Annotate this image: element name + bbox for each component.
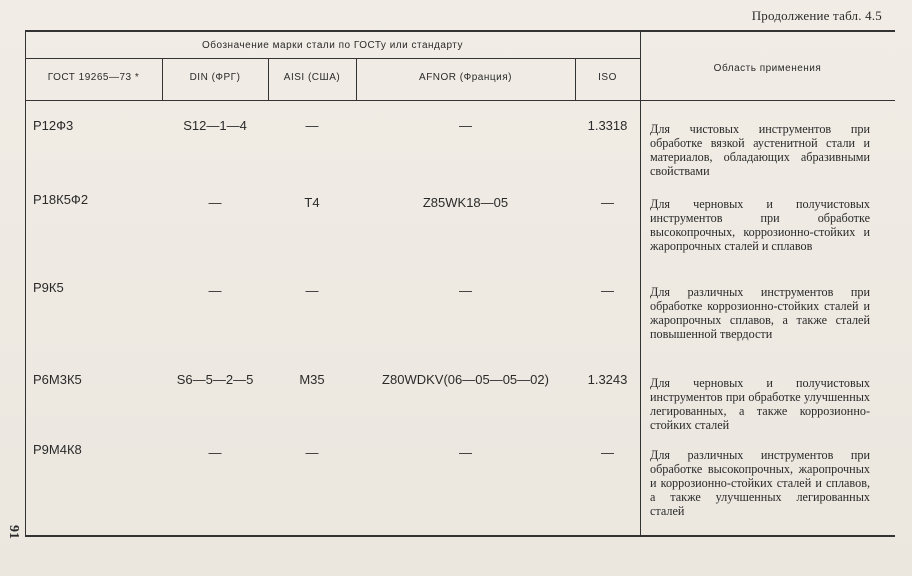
row-2-din: — bbox=[208, 195, 222, 210]
row-1-gost: Р12Ф3 bbox=[33, 118, 74, 133]
row-4-aisi: M35 bbox=[299, 372, 325, 387]
row-2-aisi: T4 bbox=[304, 195, 320, 210]
row-1-din: S12—1—4 bbox=[183, 118, 247, 133]
row-3-gost: Р9К5 bbox=[33, 280, 64, 295]
row-5-iso: — bbox=[601, 445, 614, 460]
row-2-afnor: Z85WK18—05 bbox=[422, 195, 509, 210]
row-2-iso: — bbox=[601, 195, 614, 210]
col-header-application: Область применения bbox=[713, 63, 822, 74]
page-number: 91 bbox=[6, 525, 21, 539]
row-4-afnor: Z80WDKV(06—05—05—02) bbox=[382, 372, 549, 387]
row-5-aisi: — bbox=[305, 445, 319, 460]
row-3-application: Для различных инструментов при обработке коррозионно-стойких сталей и жаропрочных сплавов, а также сталей повышенной твердости bbox=[650, 285, 870, 341]
group-header-divider bbox=[25, 58, 640, 59]
row-2-application: Для черновых и получистовых инструментов при обработке высокопрочных, коррозионно-стойких и жаропрочных сталей и сплавов bbox=[650, 197, 870, 253]
row-3-din: — bbox=[208, 283, 222, 298]
col-header-din: DIN (ФРГ) bbox=[189, 72, 241, 83]
col-header-afnor: AFNOR (Франция) bbox=[419, 72, 512, 83]
col-header-gost: ГОСТ 19265—73 * bbox=[47, 72, 140, 83]
col-header-iso: ISO bbox=[598, 72, 617, 83]
col-header-aisi: AISI (США) bbox=[283, 72, 341, 83]
row-4-iso: 1.3243 bbox=[587, 372, 628, 387]
row-3-aisi: — bbox=[305, 283, 319, 298]
steel-grades-table bbox=[25, 30, 895, 536]
row-1-afnor: — bbox=[459, 118, 472, 133]
table-top-border bbox=[25, 30, 895, 32]
table-left-border bbox=[25, 30, 26, 536]
row-3-afnor: — bbox=[459, 283, 472, 298]
row-1-iso: 1.3318 bbox=[587, 118, 628, 133]
group-title: Обозначение марки стали по ГОСТу или стандарту bbox=[202, 40, 463, 51]
row-4-application: Для черновых и получистовых инструментов при обработке улучшенных легированных, а также коррозионно-стойких сталей bbox=[650, 376, 870, 432]
continuation-label: Продолжение табл. 4.5 bbox=[751, 8, 882, 23]
row-2-gost: Р18К5Ф2 bbox=[33, 192, 89, 207]
row-3-iso: — bbox=[601, 283, 614, 298]
row-5-afnor: — bbox=[459, 445, 472, 460]
row-1-application: Для чистовых инструментов при обработке вязкой аустенитной стали и материалов, обладающих абразивными свойствами bbox=[650, 122, 870, 178]
row-4-gost: Р6М3К5 bbox=[33, 372, 82, 387]
row-4-din: S6—5—2—5 bbox=[176, 372, 254, 387]
application-column-divider bbox=[640, 30, 641, 536]
row-5-gost: Р9М4К8 bbox=[33, 442, 82, 457]
row-5-din: — bbox=[208, 445, 222, 460]
header-bottom-border bbox=[25, 100, 895, 101]
row-5-application: Для различных инструментов при обработке высокопрочных, жаропрочных и коррозионно-стойких сталей и сплавов, а также улучшенных легированных сталей bbox=[650, 448, 870, 518]
table-bottom-border bbox=[25, 535, 895, 537]
row-1-aisi: — bbox=[305, 118, 319, 133]
